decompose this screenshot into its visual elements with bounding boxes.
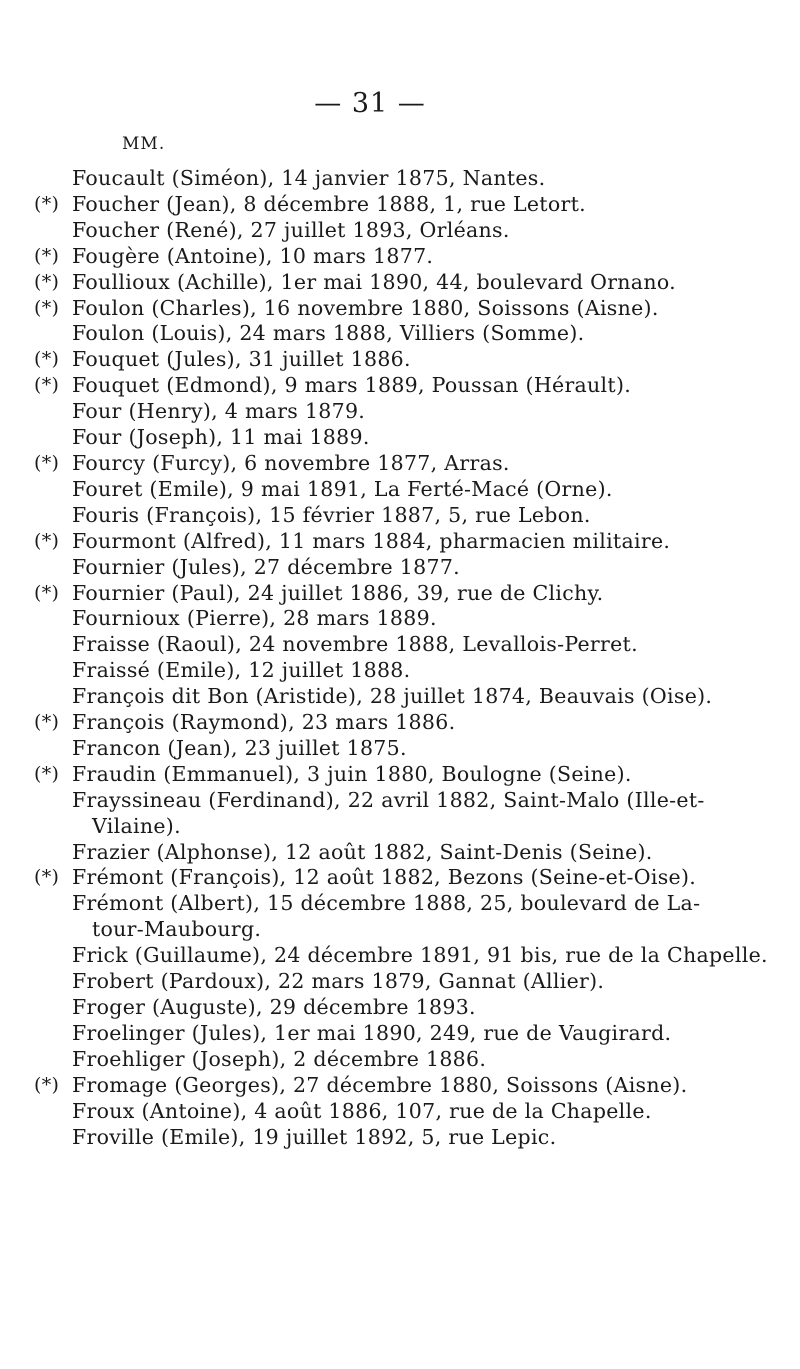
entry-text: Froger (Auguste), 29 décembre 1893. bbox=[72, 995, 476, 1019]
list-item bbox=[0, 192, 760, 218]
asterisk-marker: (*) bbox=[34, 192, 60, 215]
entry-text: Francon (Jean), 23 juillet 1875. bbox=[72, 735, 407, 760]
list-item bbox=[0, 891, 760, 917]
asterisk-marker: (*) bbox=[34, 451, 60, 474]
list-item bbox=[0, 840, 760, 866]
entry-text: Fournioux (Pierre), 28 mars 1889. bbox=[72, 606, 437, 631]
entry-continuation: tour-Maubourg. bbox=[92, 917, 262, 942]
page-number: — 31 — bbox=[314, 88, 426, 119]
entry-text: Froehliger (Joseph), 2 décembre 1886. bbox=[72, 1046, 487, 1071]
entry-text: Foullioux (Achille), 1er mai 1890, 44, boulevard Ornano. bbox=[72, 269, 676, 294]
entry-text: Fouris (François), 15 février 1887, 5, rue Lebon. bbox=[72, 502, 591, 527]
list-item bbox=[0, 606, 760, 632]
list-item bbox=[0, 270, 760, 296]
list-item bbox=[0, 451, 760, 477]
entry-continuation: Vilaine). bbox=[92, 813, 181, 838]
asterisk-marker: (*) bbox=[34, 244, 60, 267]
entry-text: Fouquet (Edmond), 9 mars 1889, Poussan (Hérault). bbox=[72, 373, 632, 398]
entry-text: Frazier (Alphonse), 12 août 1882, Saint-Denis (Seine). bbox=[72, 839, 653, 864]
list-item bbox=[0, 1021, 760, 1047]
list-item bbox=[0, 166, 760, 192]
entry-text: Foulon (Charles), 16 novembre 1880, Soissons (Aisne). bbox=[72, 295, 659, 320]
entry-text: Fouret (Emile), 9 mai 1891, La Ferté-Macé (Orne). bbox=[72, 476, 613, 501]
entry-text: Froelinger (Jules), 1er mai 1890, 249, rue de Vaugirard. bbox=[72, 1020, 672, 1045]
entry-text: Fouquet (Jules), 31 juillet 1886. bbox=[72, 347, 411, 372]
entry-text: Fraudin (Emmanuel), 3 juin 1880, Boulogne (Seine). bbox=[72, 761, 632, 786]
list-item bbox=[0, 943, 768, 969]
entry-text: Frémont (François), 12 août 1882, Bezons (Seine-et-Oise). bbox=[72, 865, 697, 890]
entry-text: François dit Bon (Aristide), 28 juillet 1874, Beauvais (Oise). bbox=[72, 684, 713, 709]
entry-text: Foulon (Louis), 24 mars 1888, Villiers (Somme). bbox=[72, 321, 585, 346]
list-item bbox=[0, 244, 760, 270]
entry-text: Foucher (René), 27 juillet 1893, Orléans. bbox=[72, 217, 510, 242]
entry-text: Fougère (Antoine), 10 mars 1877. bbox=[72, 243, 434, 268]
entry-text: Foucher (Jean), 8 décembre 1888, 1, rue Letort. bbox=[72, 191, 586, 216]
entry-text: Fourcy (Furcy), 6 novembre 1877, Arras. bbox=[72, 450, 510, 475]
entry-text: Frayssineau (Ferdinand), 22 avril 1882, Saint-Malo (Ille-et- bbox=[72, 787, 705, 812]
list-item bbox=[0, 1073, 760, 1099]
entry-text: François (Raymond), 23 mars 1886. bbox=[72, 710, 456, 735]
asterisk-marker: (*) bbox=[34, 866, 60, 889]
list-item bbox=[0, 425, 760, 451]
entry-text: Fournier (Paul), 24 juillet 1886, 39, rue de Clichy. bbox=[72, 580, 604, 605]
list-item bbox=[0, 684, 760, 710]
list-item bbox=[0, 529, 760, 555]
asterisk-marker: (*) bbox=[34, 762, 60, 785]
list-item bbox=[0, 658, 760, 684]
list-item bbox=[0, 736, 760, 762]
asterisk-marker: (*) bbox=[34, 529, 60, 552]
asterisk-marker: (*) bbox=[34, 1073, 60, 1096]
entry-text: Fraisse (Raoul), 24 novembre 1888, Levallois-Perret. bbox=[72, 632, 638, 657]
list-item bbox=[0, 710, 760, 736]
entry-list bbox=[0, 166, 768, 1150]
asterisk-marker: (*) bbox=[34, 374, 60, 397]
asterisk-marker: (*) bbox=[34, 296, 60, 319]
list-item bbox=[0, 503, 760, 529]
entry-text: Froville (Emile), 19 juillet 1892, 5, rue Lepic. bbox=[72, 1124, 557, 1149]
list-item bbox=[0, 1125, 760, 1151]
entry-text: Four (Joseph), 11 mai 1889. bbox=[72, 425, 370, 450]
list-item bbox=[0, 218, 760, 244]
list-item bbox=[0, 373, 760, 399]
list-item bbox=[0, 477, 760, 503]
asterisk-marker: (*) bbox=[34, 711, 60, 734]
entry-text: Frémont (Albert), 15 décembre 1888, 25, boulevard de La- bbox=[72, 891, 701, 916]
entry-text: Foucault (Siméon), 14 janvier 1875, Nantes. bbox=[72, 166, 546, 190]
entry-text: Frobert (Pardoux), 22 mars 1879, Gannat (Allier). bbox=[72, 969, 605, 994]
entry-text: Fromage (Georges), 27 décembre 1880, Soissons (Aisne). bbox=[72, 1072, 688, 1097]
list-item bbox=[0, 1099, 760, 1125]
list-item bbox=[0, 788, 760, 814]
list-item bbox=[0, 632, 760, 658]
list-item bbox=[0, 347, 760, 373]
entry-text: Frick (Guillaume), 24 décembre 1891, 91 bis, rue de la Chapelle. bbox=[72, 943, 768, 968]
list-item bbox=[0, 865, 760, 891]
list-item bbox=[0, 321, 760, 347]
entry-text: Four (Henry), 4 mars 1879. bbox=[72, 399, 366, 424]
entry-text: Fourmont (Alfred), 11 mars 1884, pharmacien militaire. bbox=[72, 528, 671, 553]
asterisk-marker: (*) bbox=[34, 348, 60, 371]
list-item bbox=[0, 969, 760, 995]
salutation: MM. bbox=[122, 134, 166, 154]
list-item bbox=[0, 581, 760, 607]
entry-text: Froux (Antoine), 4 août 1886, 107, rue de la Chapelle. bbox=[72, 1098, 652, 1123]
list-item bbox=[0, 995, 760, 1021]
entry-text: Fournier (Jules), 27 décembre 1877. bbox=[72, 554, 460, 579]
list-item bbox=[0, 296, 760, 322]
list-item bbox=[0, 399, 760, 425]
list-item bbox=[0, 1047, 760, 1073]
asterisk-marker: (*) bbox=[34, 270, 60, 293]
list-item bbox=[0, 555, 760, 581]
entry-text: Fraissé (Emile), 12 juillet 1888. bbox=[72, 658, 411, 683]
asterisk-marker: (*) bbox=[34, 581, 60, 604]
list-item bbox=[0, 762, 760, 788]
